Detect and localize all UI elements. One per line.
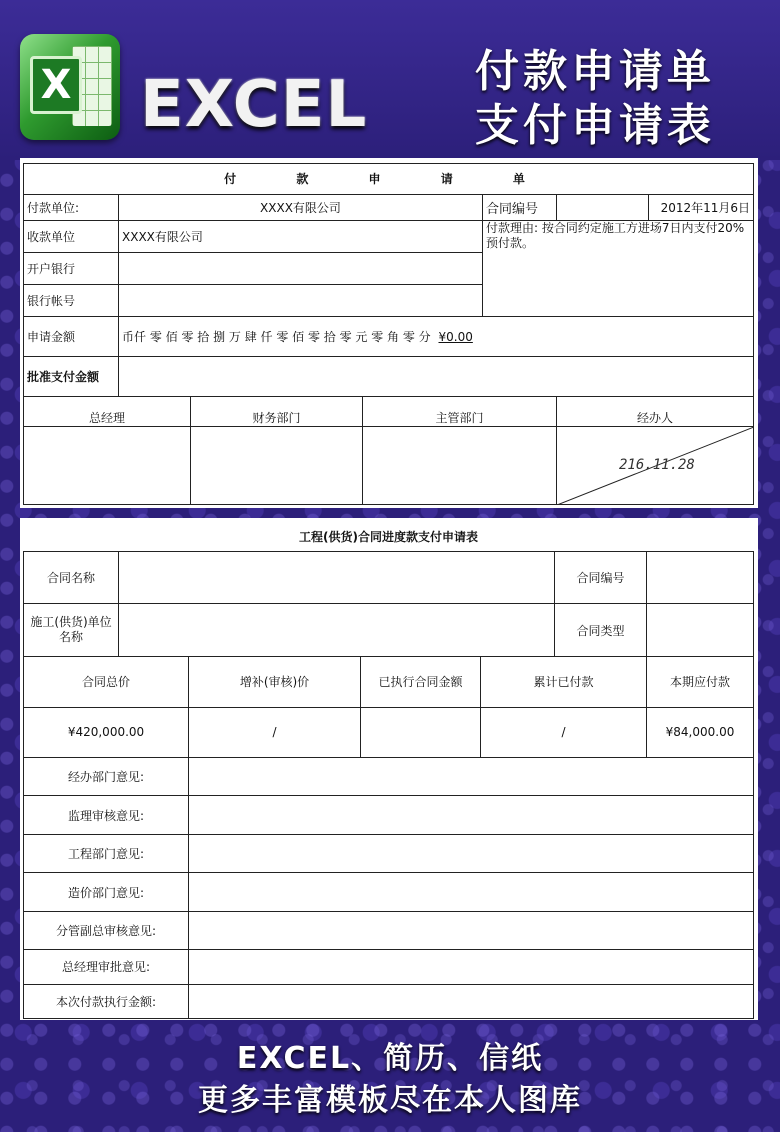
col-executed: 已执行合同金额 <box>361 656 481 707</box>
amount-label: 申请金额 <box>24 317 119 357</box>
contract-type-label: 合同类型 <box>555 604 647 657</box>
banner-title-2: 支付申请表 <box>475 100 715 151</box>
account-label: 银行帐号 <box>24 285 119 317</box>
form1-title: 付 款 申 请 单 <box>24 164 754 195</box>
contract-type-field[interactable] <box>647 604 754 657</box>
sign-gm-label: 总经理 <box>24 397 191 427</box>
opinion-field-vice-gm[interactable] <box>189 911 754 949</box>
form2-title: 工程(供货)合同进度款支付申请表 <box>24 523 754 551</box>
col-total: 合同总价 <box>24 656 189 707</box>
payer-label: 付款单位: <box>24 195 119 221</box>
amount-value: ¥0.00 <box>438 330 473 344</box>
contract-name-field[interactable] <box>119 551 555 604</box>
contract-no2-label: 合同编号 <box>555 551 647 604</box>
opinion-label-amount: 本次付款执行金额: <box>24 984 189 1018</box>
opinion-label-engineering: 工程部门意见: <box>24 834 189 872</box>
payment-reason[interactable]: 付款理由: 按合同约定施工方进场7日内支付20%预付款。 <box>483 221 754 317</box>
payer-value[interactable]: XXXX有限公司 <box>119 195 483 221</box>
banner-title-1: 付款申请单 <box>475 46 715 97</box>
footer-line-2: 更多丰富模板尽在本人图库 <box>198 1083 582 1118</box>
opinion-label-cost: 造价部门意见: <box>24 873 189 911</box>
progress-payment-sheet <box>20 518 758 1020</box>
sign-gm-field[interactable] <box>24 427 191 505</box>
val-adjust[interactable]: / <box>189 707 361 758</box>
payee-value[interactable]: XXXX有限公司 <box>119 221 483 253</box>
opinion-field-amount[interactable] <box>189 984 754 1018</box>
sign-finance-field[interactable] <box>191 427 363 505</box>
supplier-label: 施工(供货)单位名称 <box>24 604 119 657</box>
request-date[interactable]: 2012年11月6日 <box>649 195 754 221</box>
sign-finance-label: 财务部门 <box>191 397 363 427</box>
payment-request-sheet <box>20 158 758 508</box>
supplier-field[interactable] <box>119 604 555 657</box>
sign-dept-label: 主管部门 <box>363 397 557 427</box>
amount-field[interactable] <box>119 317 754 357</box>
progress-payment-table <box>23 523 754 1019</box>
col-adjust: 增补(审核)价 <box>189 656 361 707</box>
excel-wordmark: EXCEL <box>140 68 368 142</box>
val-executed[interactable] <box>361 707 481 758</box>
payee-label: 收款单位 <box>24 221 119 253</box>
col-paid: 累计已付款 <box>481 656 647 707</box>
contract-no-label: 合同编号 <box>483 195 557 221</box>
val-paid[interactable]: / <box>481 707 647 758</box>
excel-x-letter: X <box>30 56 82 114</box>
payment-request-table <box>23 163 754 505</box>
opinion-label-gm: 总经理审批意见: <box>24 950 189 984</box>
opinion-field-engineering[interactable] <box>189 834 754 872</box>
sign-dept-field[interactable] <box>363 427 557 505</box>
amount-units: 币仟 零 佰 零 拾 捌 万 肆 仟 零 佰 零 拾 零 元 零 角 零 分 <box>122 330 431 344</box>
bank-field[interactable] <box>119 253 483 285</box>
bank-label: 开户银行 <box>24 253 119 285</box>
contract-name-label: 合同名称 <box>24 551 119 604</box>
col-due: 本期应付款 <box>647 656 754 707</box>
sign-handler-label: 经办人 <box>557 397 754 427</box>
val-total[interactable]: ¥420,000.00 <box>24 707 189 758</box>
opinion-label-handler: 经办部门意见: <box>24 758 189 796</box>
approved-amount-field[interactable] <box>119 357 754 397</box>
opinion-field-gm[interactable] <box>189 950 754 984</box>
opinion-field-cost[interactable] <box>189 873 754 911</box>
opinion-field-handler[interactable] <box>189 758 754 796</box>
excel-logo-icon <box>20 34 120 140</box>
contract-no2-field[interactable] <box>647 551 754 604</box>
account-field[interactable] <box>119 285 483 317</box>
header-banner <box>0 0 780 160</box>
val-due[interactable]: ¥84,000.00 <box>647 707 754 758</box>
opinion-label-supervisor: 监理审核意见: <box>24 796 189 834</box>
approved-amount-label: 批准支付金额 <box>24 357 119 397</box>
contract-no-field[interactable] <box>557 195 649 221</box>
footer-line-1: EXCEL、简历、信纸 <box>236 1041 544 1076</box>
handwritten-date: 216.11.28 <box>619 457 695 473</box>
opinion-label-vice-gm: 分管副总审核意见: <box>24 911 189 949</box>
opinion-field-supervisor[interactable] <box>189 796 754 834</box>
sign-handler-field[interactable] <box>557 427 754 505</box>
